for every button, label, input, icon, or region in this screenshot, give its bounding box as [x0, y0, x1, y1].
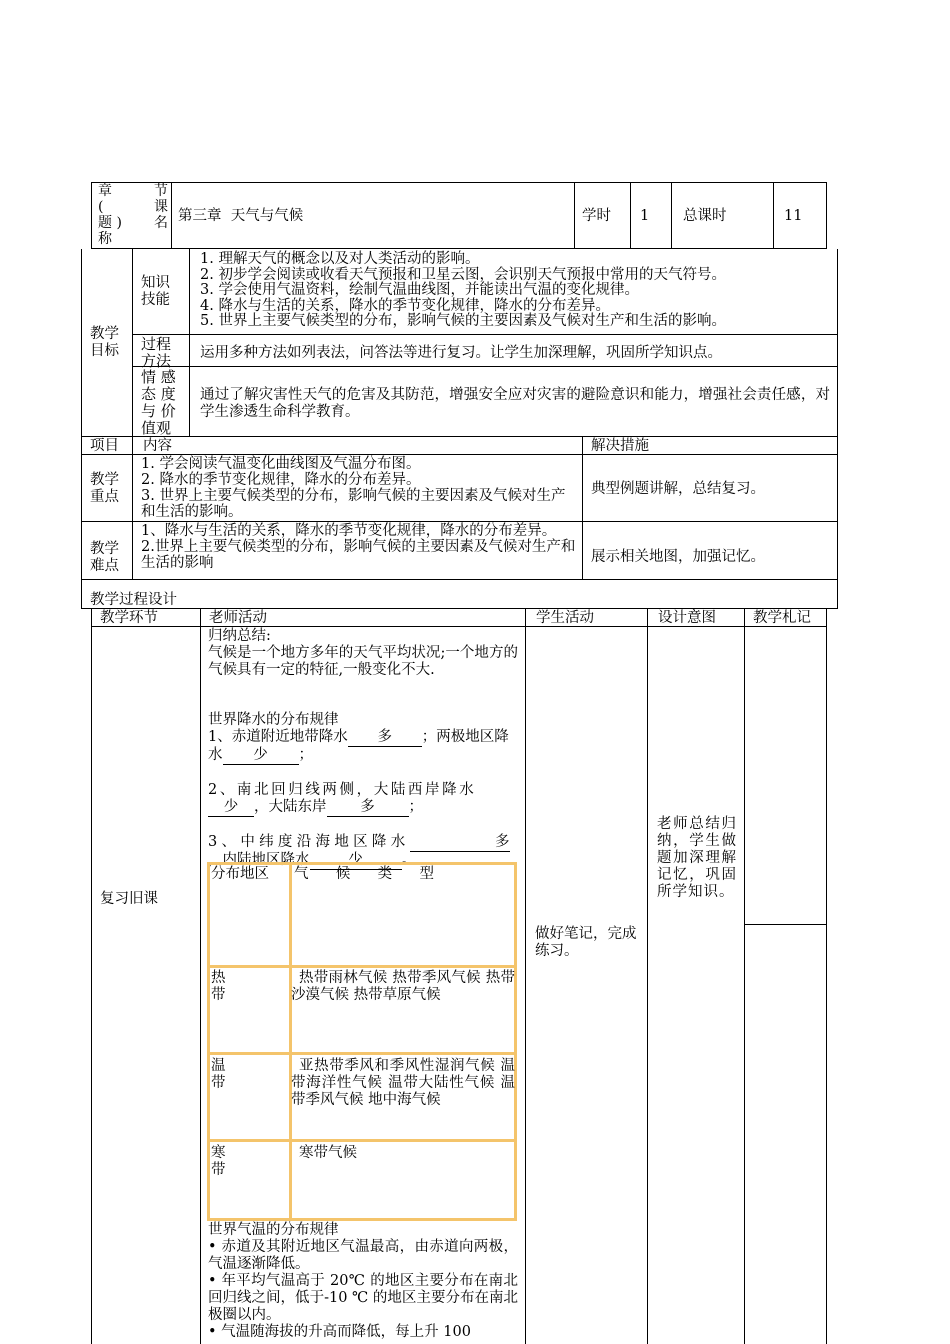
key-point-item: 1. 学会阅读气温变化曲线图及气温分布图。	[141, 456, 421, 472]
precipitation-rule-2: 2、南北回归线两侧，大陆西岸降水少 ，大陆东岸 多 ；	[208, 782, 477, 815]
col-intent-header: 设计意图	[658, 610, 716, 626]
difficulty-list	[141, 523, 577, 571]
student-activity: 做好笔记，完成练习。	[535, 926, 637, 959]
climate-zone-cold: 寒带	[211, 1145, 226, 1178]
col-item-header: 项目	[90, 438, 119, 454]
knowledge-label: 知识技能	[141, 275, 170, 308]
climate-zone-temperate: 温带	[211, 1058, 226, 1091]
summary-text: 气候是一个地方多年的天气平均状况;一个地方的气候具有一定的特征,一般变化不大.	[208, 645, 518, 678]
precipitation-rule-3: 3、中纬度沿海地区降水 多，内陆地区降水 少 。	[208, 834, 510, 868]
chapter-value: 第三章 天气与气候	[178, 208, 304, 224]
col-student-header: 学生活动	[536, 610, 594, 626]
knowledge-item: 5. 世界上主要气候类型的分布，影响气候的主要因素及气候对生产和生活的影响。	[200, 313, 726, 329]
climate-zone-tropical: 热带	[211, 970, 226, 1003]
hours-label: 学时	[582, 208, 611, 224]
difficulty-item: 1、降水与生活的关系，降水的季节变化规律，降水的分布差异。	[141, 523, 557, 539]
col-solution-header: 解决措施	[591, 438, 649, 454]
temperature-block	[208, 1222, 518, 1341]
emotion-text: 通过了解灾害性天气的危害及其防范，增强安全应对灾害的避险意识和能力，增强社会责任感，对学生渗透生命科学教育。	[200, 387, 830, 420]
col-content-header: 内容	[143, 438, 172, 454]
key-point-list	[141, 456, 577, 520]
temperature-rule: • 赤道及其附近地区气温最高，由赤道向两极，气温逐渐降低。	[208, 1239, 518, 1272]
notes-cell-line	[745, 627, 827, 925]
climate-table-divider	[289, 862, 292, 1221]
difficulty-solution: 展示相关地图，加强记忆。	[591, 549, 765, 565]
chapter-label: 章 节 ( 课 题 ) 名 称	[98, 183, 168, 247]
precipitation-rule-1: 1、赤道附近地带降水 多 ；两极地区降水 少 ；	[208, 729, 509, 763]
climate-row-line-3	[207, 1139, 517, 1142]
key-row-line-1	[81, 437, 838, 455]
key-point-item: 3. 世界上主要气候类型的分布，影响气候的主要因素及气候对生产和生活的影响。	[141, 488, 566, 520]
hours-value: 1	[640, 208, 650, 224]
process-title: 教学过程设计	[90, 592, 177, 608]
climate-table	[207, 862, 517, 1221]
temperature-title: 世界气温的分布规律	[208, 1222, 339, 1238]
col-stage-header: 教学环节	[100, 610, 158, 626]
process-method-text: 运用多种方法如列表法，问答法等进行复习。让学生加深理解，巩固所学知识点。	[200, 345, 722, 361]
temperature-rule: • 气温随海拔的升高而降低，每上升 100	[208, 1324, 471, 1340]
design-intent: 老师总结归纳，学生做题加深理解记忆，巩固所学知识。	[657, 816, 737, 900]
climate-types-cold: 寒带气候	[299, 1145, 357, 1161]
climate-header-region: 分布地区	[211, 866, 269, 882]
col-teacher-header: 老师活动	[209, 610, 267, 626]
process-method-label: 过程方法	[141, 335, 172, 370]
climate-row-line-1	[207, 965, 517, 968]
knowledge-item: 2. 初步学会阅读或收看天气预报和卫星云图，会识别天气预报中常用的天气符号。	[200, 266, 726, 283]
total-hours-label: 总课时	[683, 208, 727, 224]
total-hours-value: 11	[784, 208, 803, 224]
knowledge-item: 1. 理解天气的概念以及对人类活动的影响。	[200, 251, 480, 267]
precipitation-title: 世界降水的分布规律	[208, 712, 339, 728]
key-point-label: 教学重点	[90, 472, 119, 505]
teacher-activity	[208, 628, 518, 679]
climate-header-type: 气候类型	[294, 866, 434, 882]
climate-types-tropical: 热带雨林气候 热带季风气候 热带沙漠气候 热带草原气候	[291, 970, 515, 1003]
stage-label: 复习旧课	[100, 891, 158, 907]
climate-types-temperate: 亚热带季风和季风性湿润气候 温带海洋性气候 温带大陆性气候 温带季风气候 地中海气候	[291, 1058, 515, 1108]
climate-row-line-2	[207, 1052, 517, 1055]
key-point-item: 2. 降水的季节变化规律，降水的分布差异。	[141, 472, 421, 488]
col-notes-header: 教学札记	[753, 610, 811, 626]
emotion-label: 情 感 态 度 与 价 值观	[141, 368, 176, 437]
process-title-row	[81, 580, 838, 609]
precipitation-block	[208, 712, 518, 870]
goals-label: 教学目标	[90, 326, 119, 359]
knowledge-item: 4. 降水与生活的关系，降水的季节变化规律，降水的分布差异。	[200, 297, 610, 314]
knowledge-list	[200, 252, 836, 330]
knowledge-item: 3. 学会使用气温资料，绘制气温曲线图，并能读出气温的变化规律。	[200, 282, 639, 298]
key-point-solution: 典型例题讲解，总结复习。	[591, 481, 765, 497]
difficulty-item: 2.世界上主要气候类型的分布，影响气候的主要因素及气候对生产和生活的影响	[141, 539, 576, 571]
summary-title: 归纳总结:	[208, 628, 271, 644]
temperature-rule: • 年平均气温高于 20℃ 的地区主要分布在南北回归线之间，低于-10 ℃ 的地区主要分布在南北极圈以内。	[208, 1273, 518, 1323]
difficulty-label: 教学难点	[90, 541, 119, 574]
